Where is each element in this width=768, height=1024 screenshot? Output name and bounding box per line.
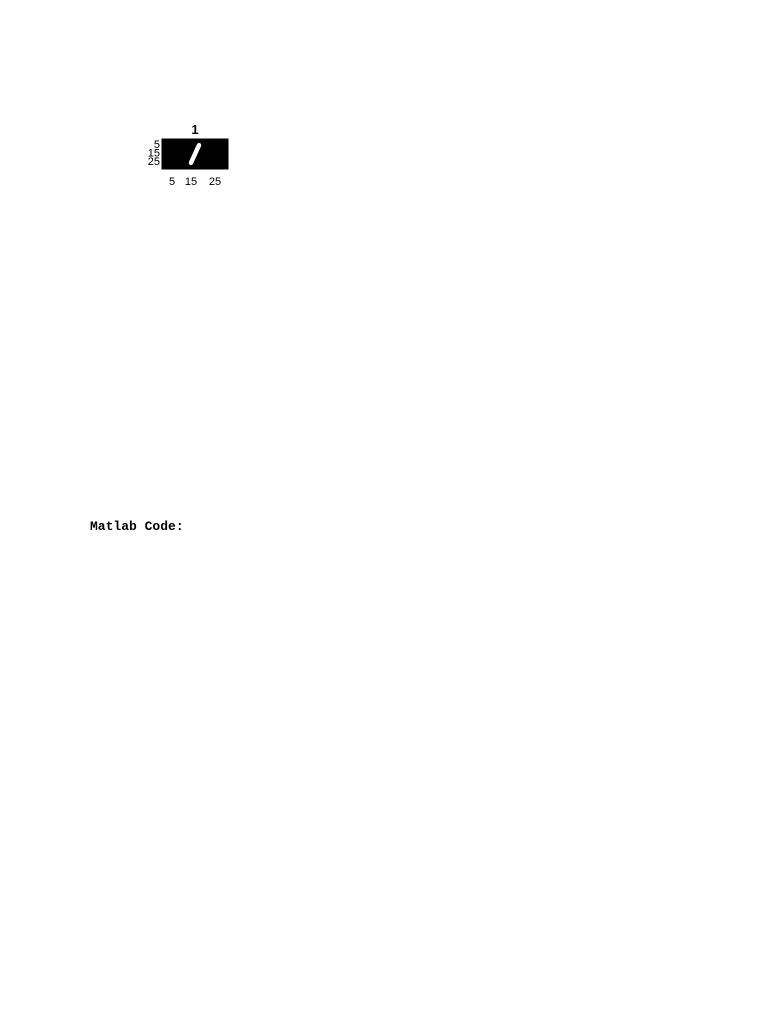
x-tick-label: 5 xyxy=(168,176,176,188)
x-tick-label: 15 xyxy=(184,176,198,188)
code-heading: Matlab Code: xyxy=(90,519,184,534)
subplot-title: 1 xyxy=(191,122,199,137)
y-tick-label: 5 xyxy=(153,139,160,151)
subplot-cell xyxy=(148,122,228,188)
digit-preview-figure xyxy=(0,0,768,480)
x-tick-label: 25 xyxy=(208,176,222,188)
y-tick-label: 15 xyxy=(147,147,160,160)
y-tick-label: 25 xyxy=(147,156,160,168)
